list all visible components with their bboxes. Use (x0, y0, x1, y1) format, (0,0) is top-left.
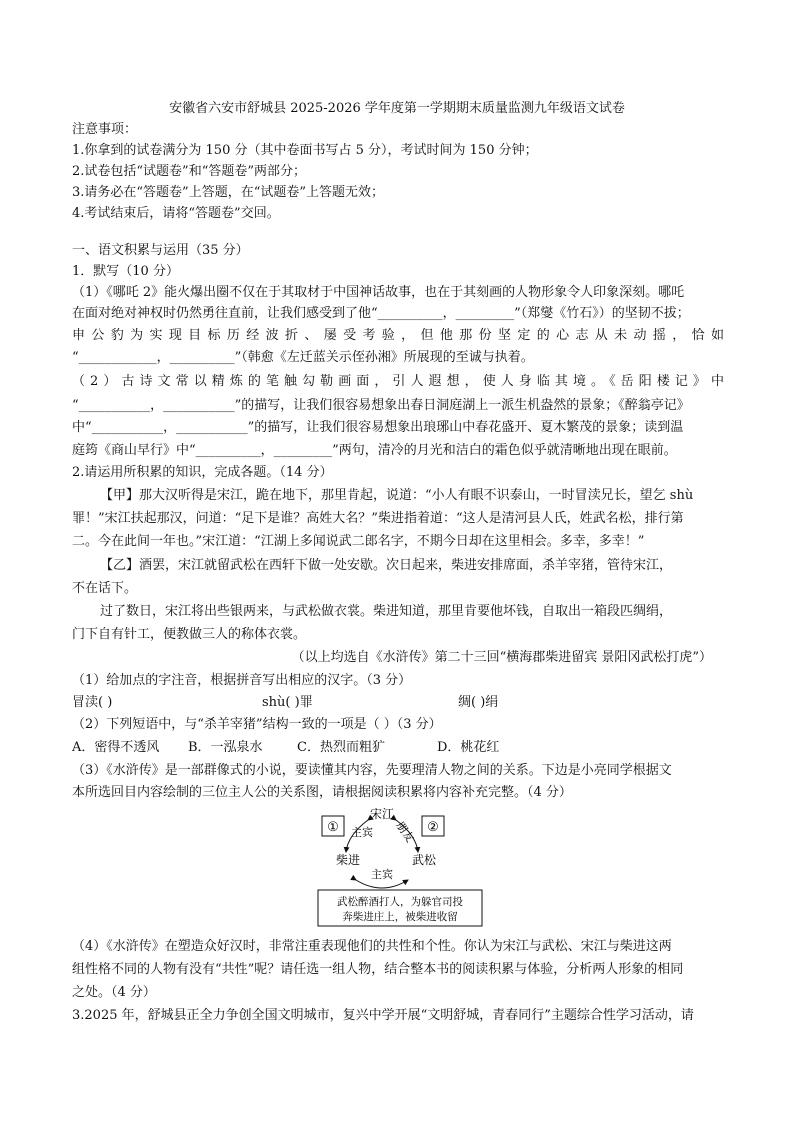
q1-1-text: “____________，__________”（韩愈《左迁蓝关示侄孙湘》所展现的至诚与执着。 (72, 350, 534, 365)
passage-yi: 【乙】酒罢，宋江就留武松在西轩下做一处安歇。次日起来，柴进安排席面，杀羊宰猪，管待宋江， (100, 558, 673, 573)
sub-question-4: （4）《水浒传》在塑造众好汉时，非常注重表现他们的共性和个性。你认为宋江与武松、宋江与柴进这两 (72, 939, 672, 954)
question-3: 3.2025 年，舒城县正全力争创全国文明城市，复兴中学开展“文明舒城，青春同行”主题综合性学习活动，请 (72, 1008, 694, 1023)
section-heading: 一、语文积累与运用（35 分） (72, 243, 249, 258)
note-item: 3.请务必在“答题卷”上答题，在“试题卷”上答题无效； (72, 185, 384, 200)
sub-question-4: 之处。（4 分） (72, 985, 156, 1000)
blank-box-1-label: ① (327, 820, 339, 835)
arrow-bottom (356, 880, 408, 888)
option-b: B．一泓泉水 (188, 740, 263, 755)
question-1-heading: 1．默写（10 分） (72, 264, 179, 279)
note-line: 奔柴进庄上，被柴进收留 (342, 911, 458, 923)
note-item: 4.考试结束后，请将“答题卷”交回。 (72, 206, 280, 221)
blank-box-2-label: ② (427, 820, 439, 835)
q1-1-text: 申公豹为实现目标历经波折、屡受考验，但他那份坚定的心志从未动摇，恰如 (72, 328, 724, 343)
sub-question-3: （3）《水浒传》是一部群像式的小说，要读懂其内容，先要理清人物之间的关系。下边是小亮同学根据文 (72, 763, 672, 778)
sub-question-3: 本所选回目内容绘制的三位主人公的关系图，请根据阅读积累将内容补充完整。（4 分） (72, 785, 572, 800)
q1-1-text: 在面对绝对神权时仍然勇往直前，让我们感受到了他“__________，_________”（郑燮《竹石》）的坚韧不拔； (72, 306, 690, 321)
q1-2-text: 中“___________，___________”的描写，让我们很容易想象出琅琊山中春花盛开、夏木繁茂的景象；读到温 (72, 420, 684, 435)
q1-2-text: （2）古诗文常以精炼的笔触勾勒画面，引人遐想，使人身临其境。《岳阳楼记》中 (72, 374, 724, 389)
blank-2: shù( )罪 (262, 695, 313, 710)
node-wusong: 武松 (411, 853, 437, 867)
passage-jia: 罪！”宋江扶起那汉，问道：“足下是谁？高姓大名？”柴进指着道：“这人是清河县人氏，姓武名松，排行第 (72, 511, 684, 526)
passage-yi: 门下自有针工，便教做三人的称体衣裳。 (72, 627, 307, 642)
note-item: 1.你拿到的试卷满分为 150 分（其中卷面书写占 5 分），考试时间为 150 分钟； (72, 143, 538, 158)
passage-source: （以上均选自《水浒传》第二十三回“横海郡柴进留宾 景阳冈武松打虎”） (291, 650, 712, 665)
blank-3: 绸( )绢 (458, 695, 499, 710)
passage-jia: 二。今在此间一年也。”宋江道：“江湖上多闻说武二郎名字，不期今日却在这里相会。多幸，多幸！” (72, 534, 645, 549)
blank-1: 冒渎( ) (72, 695, 113, 710)
edge-label-left: 主宾 (351, 826, 373, 839)
passage-yi: 过了数日，宋江将出些银两来，与武松做衣裳。柴进知道，那里肯要他坏钱，自取出一箱段匹绸绢， (100, 604, 673, 619)
question-2-heading: 2.请运用所积累的知识，完成各题。（14 分） (72, 465, 333, 480)
node-songjiang: 宋江 (369, 807, 395, 821)
q1-2-text: 庭筠《商山早行》中“__________，_________”两句，清冷的月光和洁白的霜色似乎就清晰地出现在眼前。 (72, 443, 677, 458)
exam-title: 安徽省六安市舒城县 2025-2026 学年度第一学期期末质量监测九年级语文试卷 (169, 101, 625, 116)
relationship-diagram (310, 800, 490, 930)
sub-question-2: （2）下列短语中，与“杀羊宰猪”结构一致的一项是（ ）（3 分） (72, 717, 442, 732)
passage-jia: 【甲】那大汉听得是宋江，跪在地下，那里肯起，说道：“小人有眼不识泰山，一时冒渎兄长，望乞 shù (100, 488, 694, 503)
edge-label-bottom: 主宾 (371, 868, 393, 881)
option-a: A．密得不透风 (72, 740, 160, 755)
passage-yi: 不在话下。 (72, 581, 138, 596)
q1-2-text: “___________，___________”的描写，让我们很容易想象出春日洞庭湖上一派生机盎然的景象；《醉翁亭记》 (72, 398, 690, 413)
edge-label-right: 朋友 (393, 819, 417, 845)
notes-heading: 注意事项： (72, 122, 138, 137)
note-line: 武松醉酒打人，为躲官司投 (337, 896, 463, 908)
node-chaijin: 柴进 (335, 853, 361, 867)
sub-question-1: （1）给加点的字注音，根据拼音写出相应的汉字。（3 分） (72, 673, 412, 688)
option-c: C．热烈而粗犷 (297, 740, 385, 755)
sub-question-4: 组性格不同的人物有没有“共性”呢？请任选一组人物，结合整本书的阅读积累与体验，分析两人形象的相同 (72, 962, 684, 977)
note-item: 2.试卷包括“试题卷”和“答题卷”两部分； (72, 164, 306, 179)
q1-1-text: （1）《哪吒 2》能火爆出圈不仅在于其取材于中国神话故事，也在于其刻画的人物形象令人印象深刻。哪吒 (72, 285, 685, 300)
option-d: D．桃花红 (437, 740, 500, 755)
